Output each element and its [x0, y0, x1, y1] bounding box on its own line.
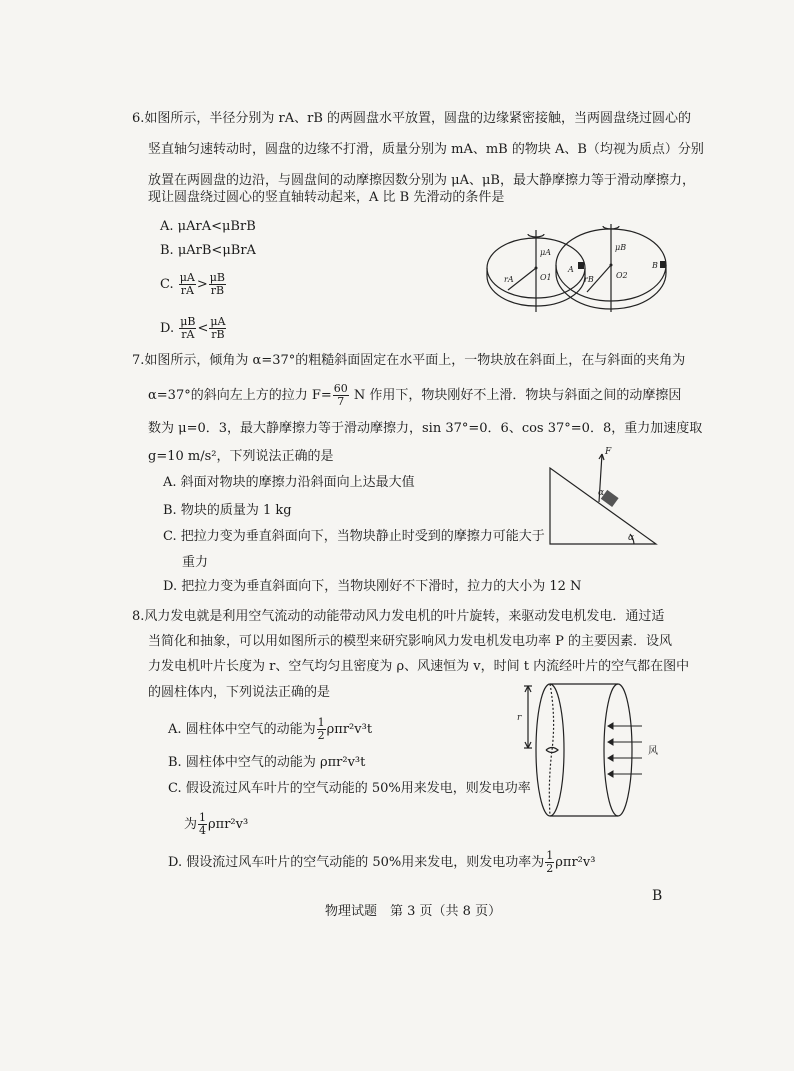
label-r: r: [517, 713, 522, 723]
q6-option-d: D. $\frac{\mu B}{rA}$ < $\frac{\mu A}{rB}$: [160, 315, 226, 341]
page-footer: 物理试题 第 3 页（共 8 页）: [325, 904, 502, 919]
q7-stem-line-2: α=37°的斜向左上方的拉力 F= $\frac{60}{7}$ N 作用下，物块刚好不上滑．物块与斜面之间的动摩擦因: [148, 382, 682, 408]
block-a: [578, 262, 584, 269]
label-f: F: [605, 447, 612, 457]
q7-incline-figure: [544, 440, 662, 550]
label-mu-a: μA: [540, 248, 551, 257]
q6-option-c: C. $\frac{\mu A}{rA}$ > $\frac{\mu B}{rB}$: [160, 271, 225, 297]
q7-option-a: A. 斜面对物块的摩擦力沿斜面向上达最大值: [163, 475, 415, 490]
q6-stem-line-4: 现让圆盘绕过圆心的竖直轴转动起来，A 比 B 先滑动的条件是: [148, 190, 505, 205]
q8-stem-line-3: 力发电机叶片长度为 r、空气均匀且密度为 ρ、风速恒为 v，时间 t 内流经叶片的空气都在图中: [148, 659, 690, 674]
label-o1: O1: [540, 273, 552, 282]
q7-option-c-line-2: 重力: [182, 555, 209, 570]
q7-stem-line-3: 数为 μ=0．3，最大静摩擦力等于滑动摩擦力，sin 37°=0．6、cos 37°=0．8，重力加速度取: [148, 421, 703, 436]
q6-stem-line-2: 竖直轴匀速转动时，圆盘的边缘不打滑，质量分别为 mA、mB 的物块 A、B（均视为质点）分别: [148, 142, 704, 157]
label-r-a: rA: [504, 275, 514, 284]
label-wind: 风: [648, 746, 658, 757]
label-alpha-top: α: [598, 488, 605, 498]
q8-stem-line-1: 8.风力发电就是利用空气流动的动能带动风力发电机的叶片旋转，来驱动发电机发电．通过适: [132, 609, 665, 624]
q8-stem-line-4: 的圆柱体内，下列说法正确的是: [148, 685, 331, 700]
q7-option-d: D. 把拉力变为垂直斜面向下，当物块刚好不下滑时，拉力的大小为 12 N: [163, 579, 582, 594]
q7-option-b: B. 物块的质量为 1 kg: [163, 503, 292, 518]
q8-option-c-line-1: C. 假设流过风车叶片的空气动能的 50%用来发电，则发电功率: [168, 781, 531, 796]
label-r-b: rB: [584, 275, 594, 284]
q8-cylinder-figure: [514, 678, 670, 826]
q8-option-d: D. 假设流过风车叶片的空气动能的 50%用来发电，则发电功率为 $\frac{1}{2}$ ρπr²v³: [168, 849, 596, 875]
q8-option-c-line-2: 为 $\frac{1}{4}$ ρπr²v³: [184, 811, 249, 837]
q8-option-b: B. 圆柱体中空气的动能为 ρπr²v³t: [168, 755, 366, 770]
q7-stem-line-4: g=10 m/s²，下列说法正确的是: [148, 449, 334, 464]
label-mu-b: μB: [615, 243, 627, 252]
block-b: [660, 261, 666, 268]
label-b: B: [652, 261, 658, 270]
q8-stem-line-2: 当简化和抽象，可以用如图所示的模型来研究影响风力发电机发电功率 P 的主要因素．设风: [148, 634, 673, 649]
q6-option-b: B. μArB<μBrA: [160, 243, 256, 258]
q8-option-a: A. 圆柱体中空气的动能为 $\frac{1}{2}$ ρπr²v³t: [168, 716, 373, 742]
label-o2: O2: [616, 271, 628, 280]
q7-stem-line-1: 7.如图所示，倾角为 α=37°的粗糙斜面固定在水平面上，一物块放在斜面上，在与斜面的夹角为: [132, 353, 686, 368]
q6-discs-figure: [480, 210, 670, 320]
q6-option-a: A. μArA<μBrB: [160, 219, 256, 234]
label-a: A: [568, 265, 574, 274]
version-mark: B: [652, 888, 663, 904]
q7-option-c-line-1: C. 把拉力变为垂直斜面向下，当物块静止时受到的摩擦力可能大于: [163, 529, 545, 544]
q6-stem-line-1: 6.如图所示，半径分别为 rA、rB 的两圆盘水平放置，圆盘的边缘紧密接触，当两圆盘绕过圆心的: [132, 111, 692, 126]
q6-stem-line-3: 放置在两圆盘的边沿，与圆盘间的动摩擦因数分别为 μA、μB，最大静摩擦力等于滑动摩擦力，: [148, 173, 695, 188]
label-alpha-bottom: α: [628, 533, 635, 543]
